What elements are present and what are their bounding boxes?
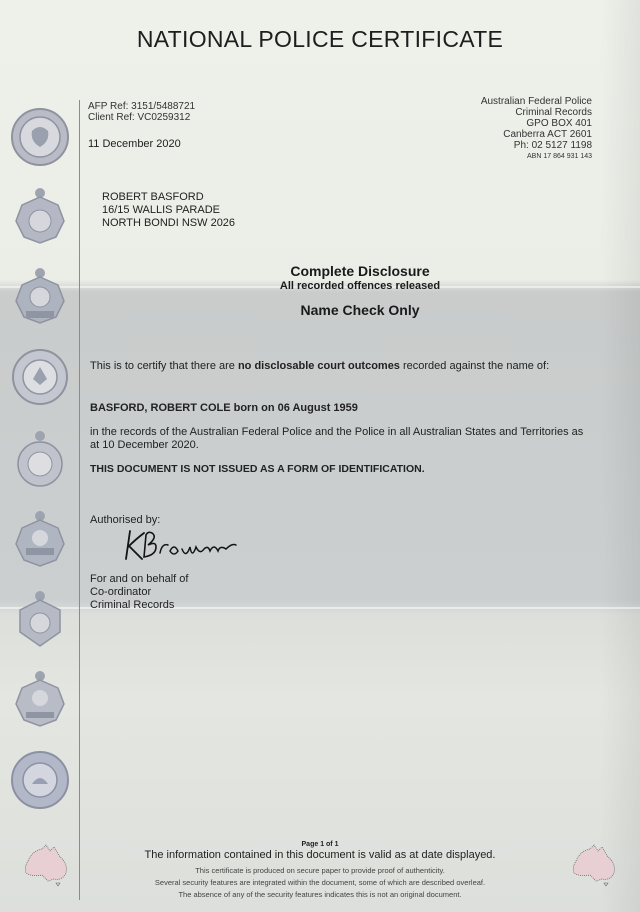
- subject-name: BASFORD, ROBERT COLE born on 06 August 1959: [90, 402, 358, 414]
- certify-text-start: This is to certify that there are: [90, 360, 235, 372]
- acic-seal-icon: [8, 748, 72, 812]
- certify-text-end: recorded against the name of:: [403, 360, 550, 372]
- australia-map-right-icon: [570, 843, 620, 887]
- issuer-po-box: GPO BOX 401: [526, 118, 592, 129]
- issue-date: 11 December 2020: [88, 138, 181, 150]
- paper-shadow: [600, 0, 640, 912]
- afp-reference: AFP Ref: 3151/5488721: [88, 101, 196, 112]
- document-title: NATIONAL POLICE CERTIFICATE: [136, 26, 504, 52]
- police-seals-column: [8, 0, 72, 912]
- security-line-2: Several security features are integrated within the document, some of which are described overleaf.: [154, 878, 486, 887]
- certify-outcome: no disclosable court outcomes: [237, 360, 400, 372]
- behalf-line-1: For and on behalf of: [90, 573, 189, 585]
- security-line-3: The absence of any of the security features indicates this is not an original document.: [178, 890, 462, 899]
- issuer-name: Australian Federal Police: [480, 96, 592, 107]
- disclosure-heading: Complete Disclosure: [290, 263, 430, 279]
- sa-police-seal-icon: [8, 345, 72, 409]
- check-type-heading: Name Check Only: [300, 302, 420, 318]
- issuer-phone: Ph: 02 5127 1198: [513, 140, 592, 151]
- page-number: Page 1 of 1: [301, 841, 339, 848]
- wa-police-badge-icon: [8, 265, 72, 329]
- disclosure-subheading: All recorded offences released: [279, 280, 441, 292]
- recipient-street: 16/15 WALLIS PARADE: [102, 204, 220, 216]
- signature-image: [122, 525, 242, 565]
- client-reference: Client Ref: VC0259312: [88, 112, 191, 123]
- issuer-department: Criminal Records: [515, 107, 592, 118]
- behalf-line-2: Co-ordinator: [90, 586, 152, 598]
- authorised-label: Authorised by:: [90, 514, 161, 526]
- australia-map-left-icon: [22, 843, 72, 887]
- behalf-line-3: Criminal Records: [90, 599, 175, 611]
- recipient-suburb: NORTH BONDI NSW 2026: [102, 217, 236, 229]
- certify-paragraph: [90, 360, 580, 373]
- qld-police-badge-icon: [8, 428, 72, 492]
- nt-police-badge-icon: [8, 668, 72, 732]
- nsw-police-badge-icon: [8, 185, 72, 249]
- issuer-abn: ABN 17 864 931 143: [527, 153, 592, 160]
- identification-warning: THIS DOCUMENT IS NOT ISSUED AS A FORM OF IDENTIFICATION.: [90, 463, 425, 475]
- issuer-city: Canberra ACT 2601: [503, 129, 592, 140]
- validity-notice: The information contained in this document is valid as at date displayed.: [144, 849, 496, 861]
- vic-police-badge-icon: [8, 508, 72, 572]
- recipient-name: ROBERT BASFORD: [102, 191, 204, 203]
- records-paragraph: in the records of the Australian Federal Police and the Police in all Australian States and Territories as at 10 December 2020.: [90, 426, 584, 451]
- margin-rule: [79, 100, 80, 900]
- security-line-1: This certificate is produced on secure paper to provide proof of authenticity.: [195, 866, 445, 875]
- tas-police-badge-icon: [8, 588, 72, 652]
- afp-seal-icon: [8, 105, 72, 169]
